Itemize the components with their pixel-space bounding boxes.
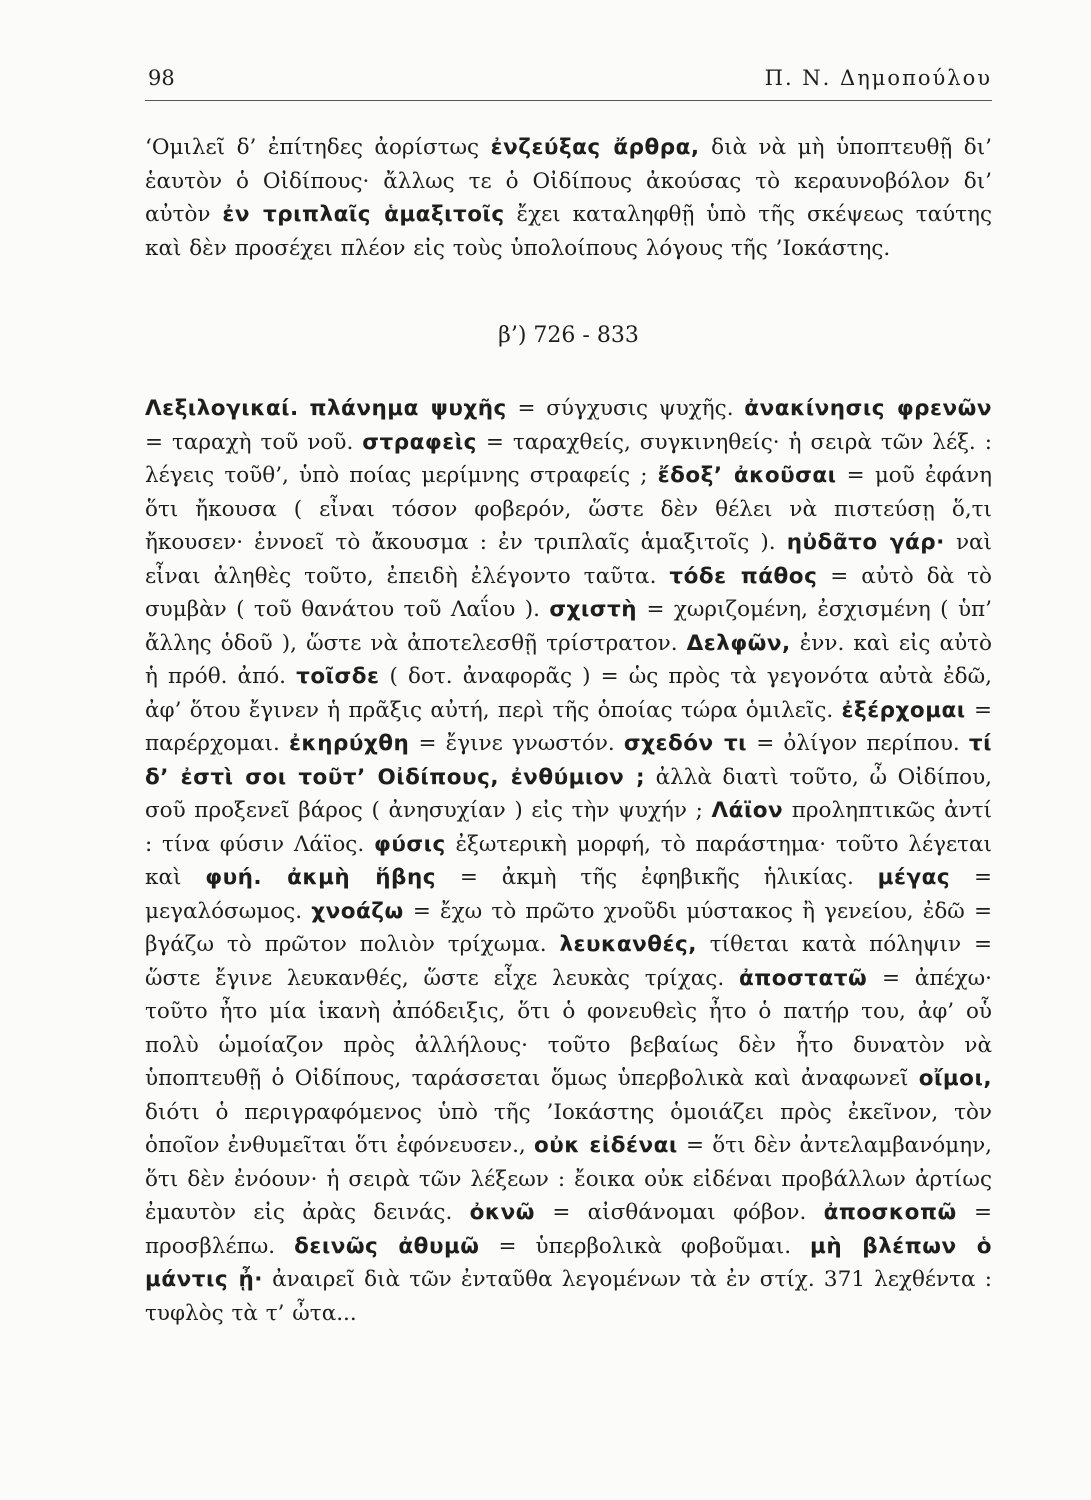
header-rule: [145, 100, 992, 101]
glossary-gloss: ἀναιρεῖ διὰ τῶν ἐνταῦθα λεγομένων τὰ ἐν στίχ. 371 λεχθέντα : τυφλὸς τὰ τ’ ὦτα...: [145, 1267, 992, 1326]
glossary-term: ἐξέρχομαι: [841, 697, 966, 723]
glossary-term: πλάνημα ψυχῆς: [309, 396, 507, 421]
glossary-gloss: = ὀλίγον περίπου.: [747, 731, 969, 756]
glossary-gloss: τίθεται κατὰ πόληψιν = ὥστε ἔγινε λευκανθές, ὥστε εἶχε λευκὰς τρίχας.: [145, 932, 992, 991]
glossary-term: σχιστὴ: [549, 597, 638, 622]
glossary-term: ἀποσκοπῶ: [823, 1200, 957, 1225]
glossary-term: δεινῶς ἀθυμῶ: [294, 1233, 480, 1259]
glossary-term: φύσις: [374, 831, 446, 857]
glossary-term: μὴ βλέπων ὁ μάντις ᾖ·: [145, 1233, 993, 1292]
glossary-term: οἴμοι,: [918, 1066, 992, 1091]
glossary-gloss: διότι ὁ περιγραφόμενος ὑπὸ τῆς ’Ιοκάστης ὁμοιάζει πρὸς ἐκεῖνον, τὸν ὁποῖον ἐνθυμεῖται ὅτι ἐφόνευσεν.,: [145, 1099, 992, 1158]
glossary-gloss: = ἔχω τὸ πρῶτο χνοῦδι μύστακος ἢ γενείου, ἐδῶ = βγάζω τὸ πρῶτον πολιὸν τρίχωμα.: [145, 898, 992, 957]
glossary-term: στραφεὶς: [362, 429, 477, 455]
section-heading: β’) 726 - 833: [498, 323, 639, 348]
glossary-term: τοῖσδε: [296, 664, 380, 689]
glossary-gloss: = μεγαλόσωμος.: [145, 865, 992, 924]
glossary-gloss: ναὶ εἶναι ἀληθὲς τοῦτο, ἐπειδὴ ἐλέγοντο ταῦτα.: [145, 530, 992, 589]
glossary-term: οὐκ εἰδέναι: [533, 1133, 678, 1158]
glossary-gloss: = αἰσθάνομαι φόβον.: [535, 1200, 824, 1225]
glossary-heading: Λεξιλογικαί.: [145, 396, 299, 421]
intro-paragraph: [145, 131, 992, 265]
glossary-gloss: = ταραχὴ τοῦ νοῦ.: [145, 429, 363, 455]
intro-text: ‘Ομιλεῖ δ’ ἐπίτηδες ἀορίστως: [145, 135, 491, 160]
glossary-term: ὀκνῶ: [469, 1200, 535, 1225]
glossary-gloss: προληπτικῶς ἀντί : τίνα φύσιν Λάϊος.: [145, 798, 992, 857]
glossary-term: μέγας: [877, 865, 951, 890]
glossary-gloss: = ἔγινε γνωστόν.: [409, 731, 624, 756]
glossary-term: ηὐδᾶτο γάρ·: [786, 530, 945, 555]
intro-text: διὰ νὰ μὴ ὑποπτευθῇ δι’ ἑαυτὸν ὁ Οἰδίπους· ἄλλως τε ὁ Οἰδίπους ἀκούσας τὸ κεραυνοβόλον δι’ αὐτὸν: [145, 135, 993, 227]
bold-term: ἐνζεύξας ἄρθρα,: [490, 135, 700, 160]
glossary-term: Λάϊον: [711, 798, 784, 823]
glossary-gloss: ἐνν. καὶ εἰς αὐτὸ ἡ πρόθ. ἀπό.: [145, 630, 992, 689]
glossary-gloss: ἀλλὰ διατὶ τοῦτο, ὦ Οἰδίπου, σοῦ προξενεῖ βάρος ( ἀνησυχίαν ) εἰς τὴν ψυχήν ;: [145, 764, 992, 823]
glossary-term: χνοάζω: [311, 898, 404, 924]
glossary-term: Δελφῶν,: [686, 630, 791, 656]
glossary-gloss: = παρέρχομαι.: [145, 697, 992, 756]
glossary-gloss: = ἀπέχω· τοῦτο ἦτο μία ἱκανὴ ἀπόδειξις, ὅτι ὁ φονευθεὶς ἦτο ὁ πατήρ του, ἀφ’ οὗ πολὺ ὡμοίαζον πρὸς ἀλλήλους· τοῦτο βεβαίως δὲν ἦτο δυνατὸν νὰ ὑποπτευθῇ ὁ Οἰδίπους, ταράσσεται ὅμως ὑπερβολικὰ καὶ ἀναφωνεῖ: [145, 965, 992, 1091]
page-header: [145, 66, 992, 96]
glossary-gloss: = ὑπερβολικὰ φοβοῦμαι.: [479, 1233, 811, 1259]
glossary-term: φυή. ἀκμὴ ἥβης: [205, 865, 436, 890]
glossary-term: τόδε πάθος: [669, 563, 818, 589]
glossary-gloss: ἐξωτερικὴ μορφή, τὸ παράστημα· τοῦτο λέγεται καὶ: [145, 831, 992, 890]
bold-term: ἐν τριπλαῖς ἁμαξιτοῖς: [222, 202, 505, 227]
page-number: 98: [148, 66, 175, 90]
glossary-gloss: = ὅτι δὲν ἀντελαμβανόμην, ὅτι δὲν ἐνόουν· ἡ σειρὰ τῶν λέξεων : ἔοικα οὐκ εἰδέναι προβάλλων ἀρτίως ἐμαυτὸν εἰς ἀρὰς δεινάς.: [145, 1133, 992, 1225]
glossary-term: ἀποστατῶ: [738, 965, 868, 991]
glossary-gloss: = σύγχυσις ψυχῆς.: [506, 396, 745, 421]
glossary-gloss: = αὐτὸ δὰ τὸ συμβὰν ( τοῦ θανάτου τοῦ Λαΐου ).: [145, 563, 992, 622]
running-head: Π. Ν. Δημοπούλου: [764, 66, 992, 90]
glossary-gloss: = μοῦ ἐφάνη ὅτι ἤκουσα ( εἶναι τόσον φοβερόν, ὥστε δὲν θέλει νὰ πιστεύσῃ ὅ,τι ἤκουσεν· ἐννοεῖ τὸ ἄκουσμα : ἐν τριπλαῖς ἁμαξιτοῖς ).: [145, 463, 992, 555]
glossary-gloss: = ἀκμὴ τῆς ἐφηβικῆς ἡλικίας.: [436, 865, 878, 890]
glossary-gloss: = χωριζομένη, ἐσχισμένη ( ὑπ’ ἄλλης ὁδοῦ ), ὥστε νὰ ἀποτελεσθῇ τρίστρατον.: [145, 597, 992, 656]
glossary-term: ἔδοξ’ ἀκοῦσαι: [657, 463, 837, 488]
glossary-gloss: = ταραχθείς, συγκινηθείς· ἡ σειρὰ τῶν λέξ. : λέγεις τοῦθ’, ὑπὸ ποίας μερίμνης στραφείς ;: [145, 429, 992, 488]
glossary-term: λευκανθές,: [559, 932, 697, 957]
glossary-term: ἐκηρύχθη: [288, 731, 410, 756]
glossary-paragraph: [145, 392, 992, 1330]
glossary-term: ἀνακίνησις φρενῶν: [744, 396, 992, 421]
glossary-gloss: ( δοτ. ἀναφορᾶς ) = ὡς πρὸς τὰ γεγονότα αὐτὰ ἐδῶ, ἀφ’ ὅτου ἔγινεν ἡ πρᾶξις αὐτή, περὶ τῆς ὁποίας τώρα ὁμιλεῖς.: [145, 664, 992, 723]
intro-text: ἔχει καταληφθῇ ὑπὸ τῆς σκέψεως ταύτης καὶ δὲν προσέχει πλέον εἰς τοὺς ὑπολοίπους λόγους τῆς ’Ιοκάστης.: [145, 202, 992, 261]
glossary-gloss: = προσβλέπω.: [145, 1200, 992, 1259]
glossary-term: σχεδόν τι: [623, 731, 748, 756]
glossary-term: τί δ’ ἐστὶ σοι τοῦτ’ Οἰδίπους, ἐνθύμιον ;: [145, 731, 992, 790]
